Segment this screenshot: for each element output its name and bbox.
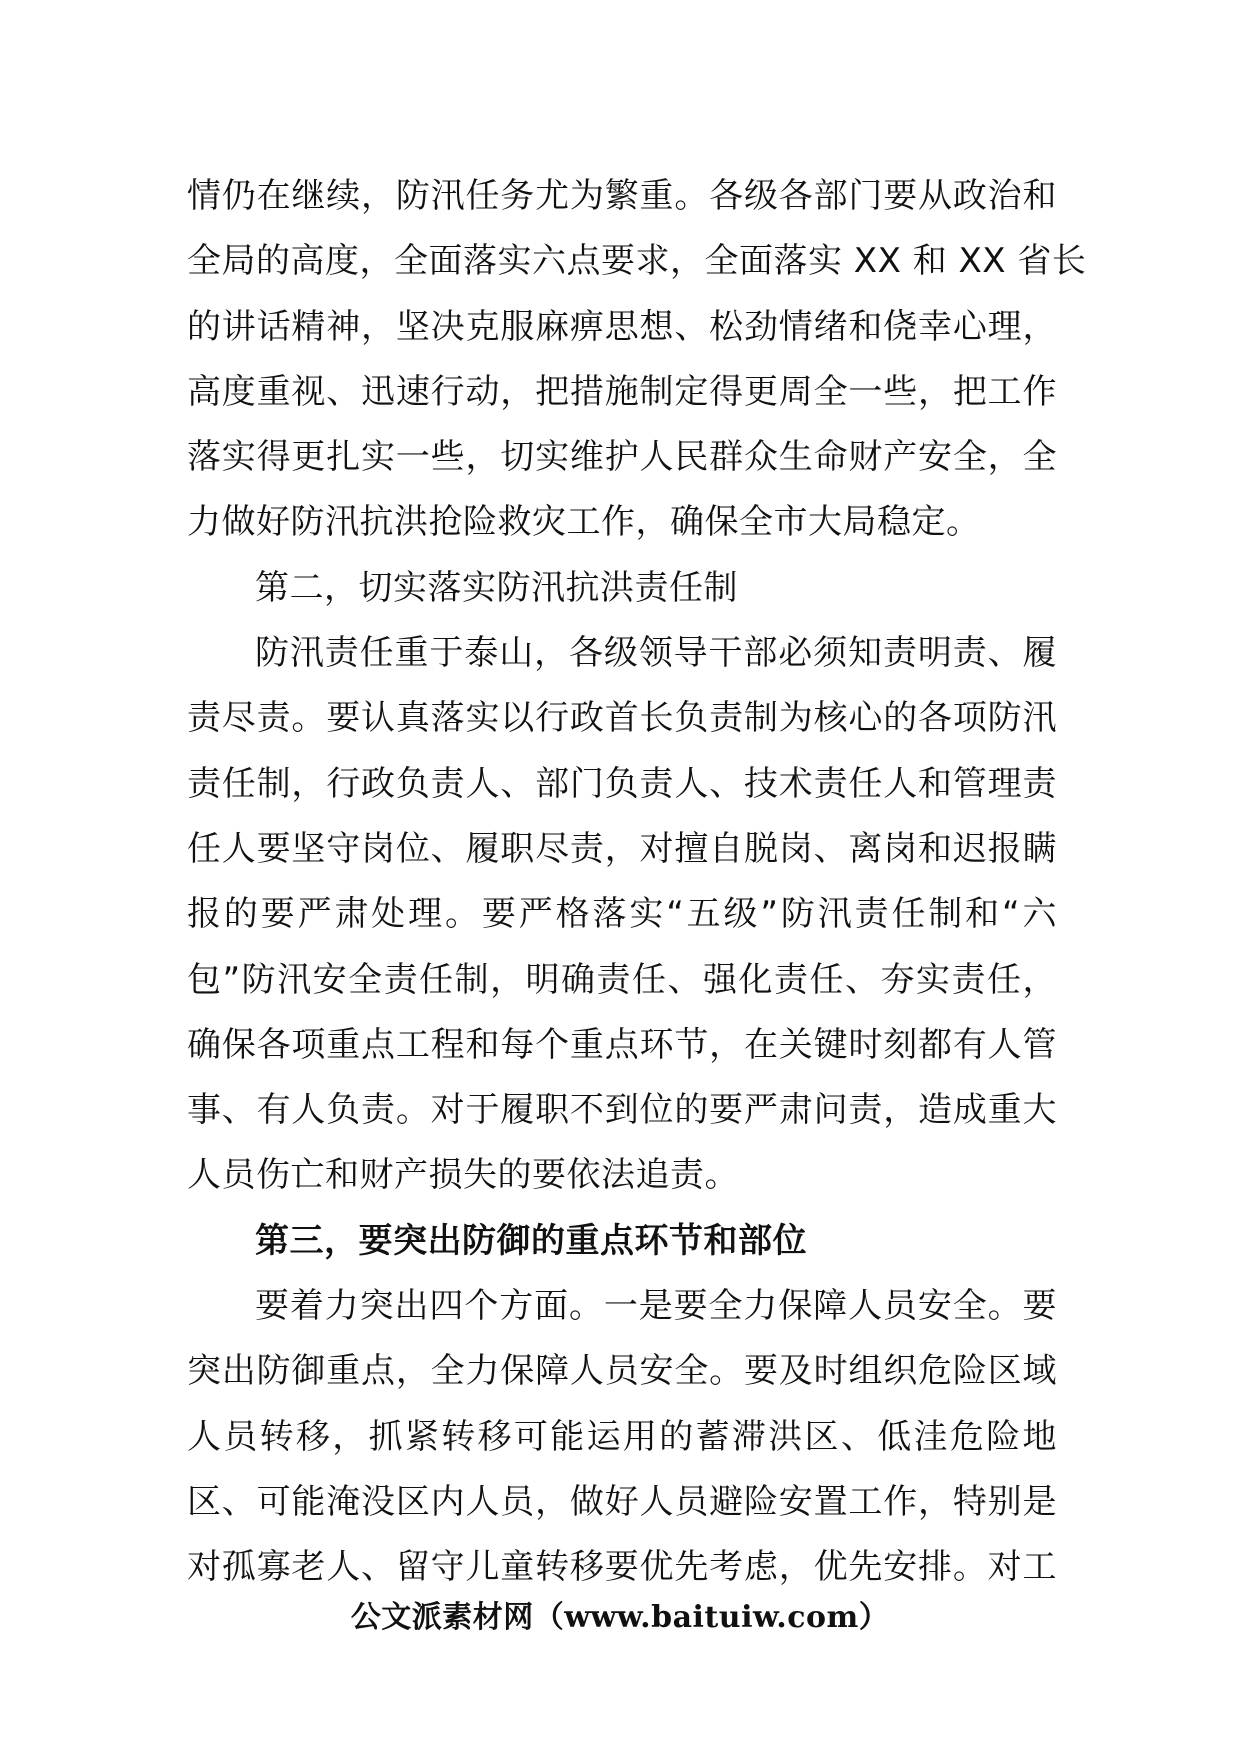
paragraph-line: 落实得更扎实一些，切实维护人民群众生命财产安全，全 (187, 437, 1057, 478)
paragraph-line: 要着力突出四个方面。一是要全力保障人员安全。要 (255, 1286, 1057, 1327)
paragraph-line: 区、可能淹没区内人员，做好人员避险安置工作，特别是 (187, 1481, 1057, 1522)
paragraph-line: 任人要坚守岗位、履职尽责，对擅自脱岗、离岗和迟报瞒 (187, 828, 1057, 869)
paragraph-line: 事、有人负责。对于履职不到位的要严肃问责，造成重大 (187, 1090, 1057, 1131)
paragraph-line: 人员伤亡和财产损失的要依法追责。 (187, 1155, 739, 1196)
paragraph-line: 高度重视、迅速行动，把措施制定得更周全一些，把工作 (187, 371, 1057, 412)
paragraph-line: 情仍在继续，防汛任务尤为繁重。各级各部门要从政治和 (187, 176, 1057, 216)
paragraph-line: 对孤寡老人、留守儿童转移要优先考虑，优先安排。对工 (187, 1547, 1057, 1588)
paragraph-line: 报的要严肃处理。要严格落实“五级”防汛责任制和“六 (187, 894, 1057, 935)
paragraph-line: 责尽责。要认真落实以行政首长负责制为核心的各项防汛 (187, 698, 1057, 739)
paragraph-line: 全局的高度，全面落实六点要求，全面落实 XX 和 XX 省长 (187, 241, 1087, 282)
paragraph-line: 确保各项重点工程和每个重点环节，在关键时刻都有人管 (187, 1024, 1057, 1065)
section-heading: 第二，切实落实防汛抗洪责任制 (255, 567, 738, 608)
paragraph-line: 的讲话精神，坚决克服麻痹思想、松劲情绪和侥幸心理， (187, 306, 1057, 347)
paragraph-line: 防汛责任重于泰山，各级领导干部必须知责明责、履 (255, 633, 1057, 674)
paragraph-line: 力做好防汛抗洪抢险救灾工作，确保全市大局稳定。 (187, 502, 981, 543)
watermark-footer: 公文派素材网（www.baituiw.com） (350, 1600, 890, 1635)
paragraph-line: 包”防汛安全责任制，明确责任、强化责任、夯实责任， (187, 959, 1057, 1000)
paragraph-line: 责任制，行政负责人、部门负责人、技术责任人和管理责 (187, 763, 1057, 804)
section-heading: 第三，要突出防御的重点环节和部位 (255, 1220, 807, 1261)
paragraph-line: 人员转移，抓紧转移可能运用的蓄滞洪区、低洼危险地 (187, 1416, 1057, 1457)
document-body (187, 164, 1087, 1601)
paragraph-line: 突出防御重点，全力保障人员安全。要及时组织危险区域 (187, 1351, 1057, 1392)
